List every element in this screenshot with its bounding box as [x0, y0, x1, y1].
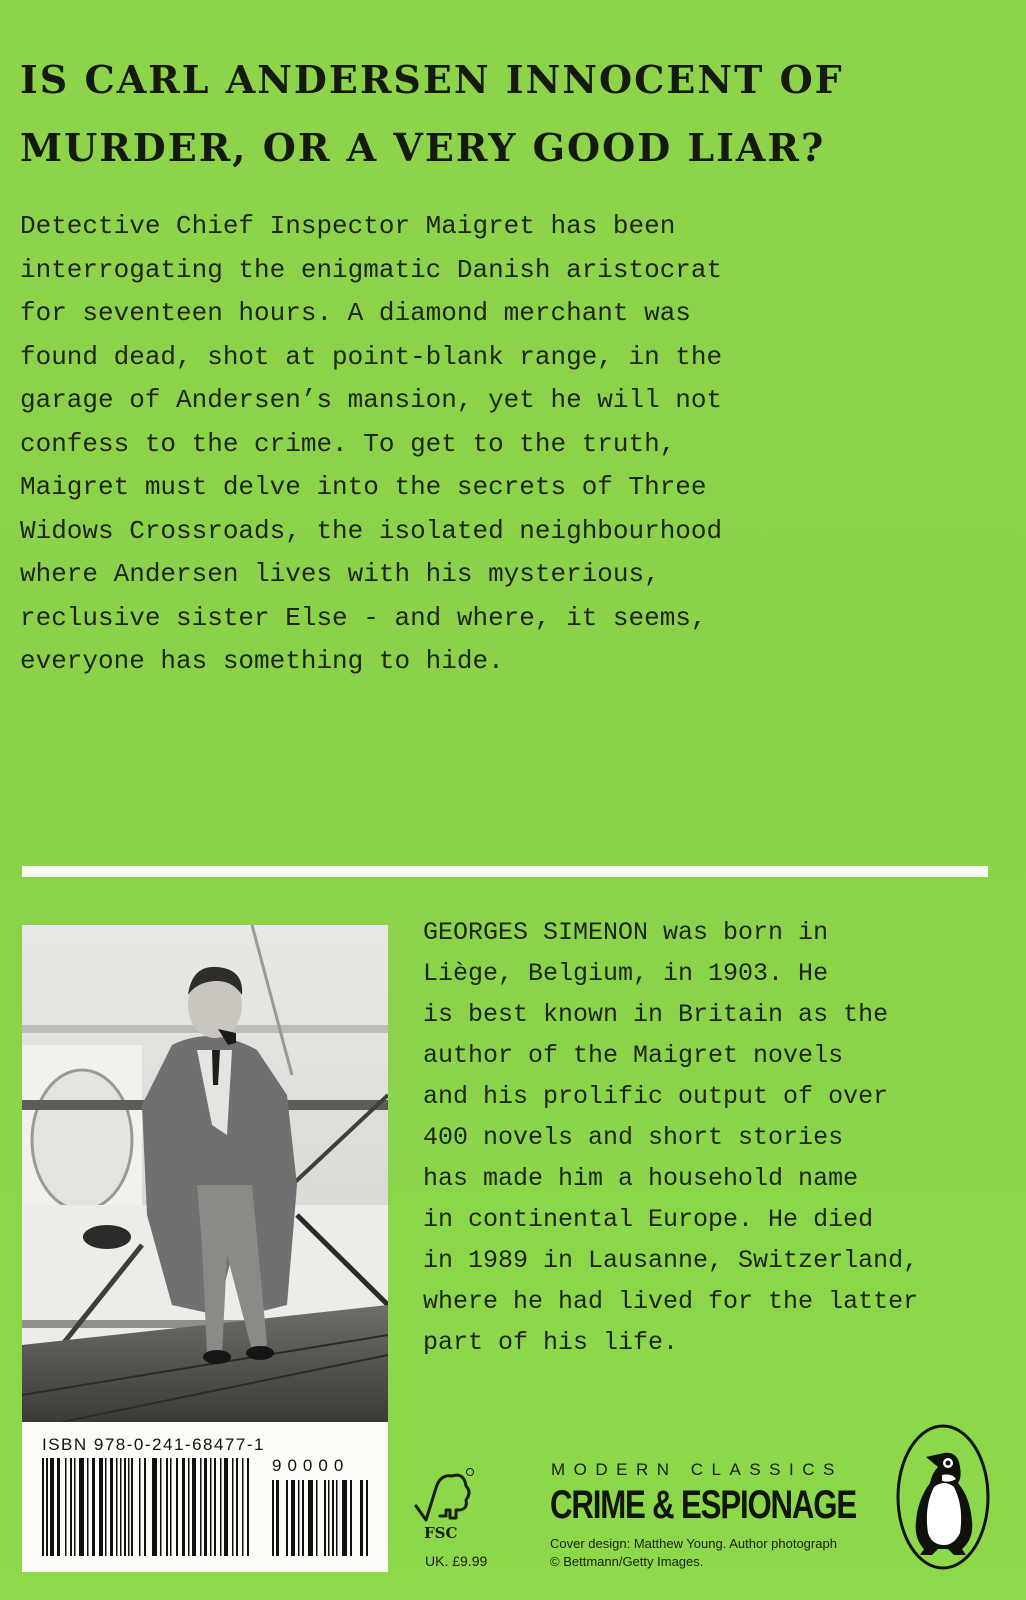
bio-line: and his prolific output of over — [423, 1082, 889, 1111]
blurb-line: Maigret must delve into the secrets of Three — [20, 472, 707, 502]
bio-line: in 1989 in Lausanne, Switzerland, — [423, 1246, 919, 1275]
divider-rule — [22, 866, 988, 877]
blurb-line: Widows Crossroads, the isolated neighbourhood — [20, 515, 723, 546]
bio-line: Liège, Belgium, in 1903. He — [423, 959, 829, 988]
bio-line: in continental Europe. He died — [423, 1205, 874, 1234]
author-photo-icon — [22, 925, 388, 1422]
blurb-line: everyone has something to hide. — [20, 646, 504, 676]
credits-line: Cover design: Matthew Young. Author photograph — [550, 1536, 837, 1551]
barcode-panel — [22, 1422, 388, 1572]
imprint-title: CRIME & ESPIONAGE — [550, 1483, 857, 1527]
blurb-line: confess to the crime. To get to the truth, — [20, 428, 676, 459]
penguin-logo-icon — [892, 1421, 994, 1573]
bio-line: where he had lived for the latter — [423, 1287, 919, 1316]
price: UK. £9.99 — [425, 1553, 488, 1569]
blurb — [20, 205, 900, 684]
series-name: MODERN CLASSICS — [551, 1460, 843, 1479]
bio-line: 400 novels and short stories — [423, 1123, 844, 1152]
blurb-line: garage of Andersen’s mansion, yet he will not — [20, 385, 723, 415]
blurb-line: interrogating the enigmatic Danish aristocrat — [20, 254, 723, 285]
author-bio — [423, 912, 1013, 1363]
barcode-addon-number: 90000 — [272, 1456, 350, 1475]
bio-line: part of his life. — [423, 1328, 679, 1357]
bio-line: author of the Maigret novels — [423, 1041, 844, 1070]
bio-line: GEORGES SIMENON was born in — [423, 918, 829, 947]
blurb-line: Detective Chief Inspector Maigret has been — [20, 211, 676, 241]
blurb-line: for seventeen hours. A diamond merchant was — [20, 298, 691, 328]
addon-barcode-icon — [272, 1480, 376, 1556]
blurb-line: reclusive sister Else - and where, it seems, — [20, 602, 707, 633]
isbn-number: ISBN 978-0-241-68477-1 — [42, 1435, 265, 1454]
bio-line: is best known in Britain as the — [423, 1000, 889, 1029]
fsc-label: FSC — [424, 1524, 458, 1542]
author-photo — [22, 925, 388, 1422]
credits-line: © Bettmann/Getty Images. — [550, 1554, 704, 1569]
barcode-icon — [42, 1458, 252, 1556]
bio-line: has made him a household name — [423, 1164, 859, 1193]
headline-line: MURDER, OR A VERY GOOD LIAR? — [20, 125, 826, 170]
cover-credits — [550, 1535, 870, 1571]
headline-line: IS CARL ANDERSEN INNOCENT OF — [20, 57, 844, 102]
blurb-line: found dead, shot at point-blank range, in the — [20, 341, 723, 372]
headline — [20, 46, 980, 182]
blurb-line: where Andersen lives with his mysterious, — [20, 559, 660, 589]
